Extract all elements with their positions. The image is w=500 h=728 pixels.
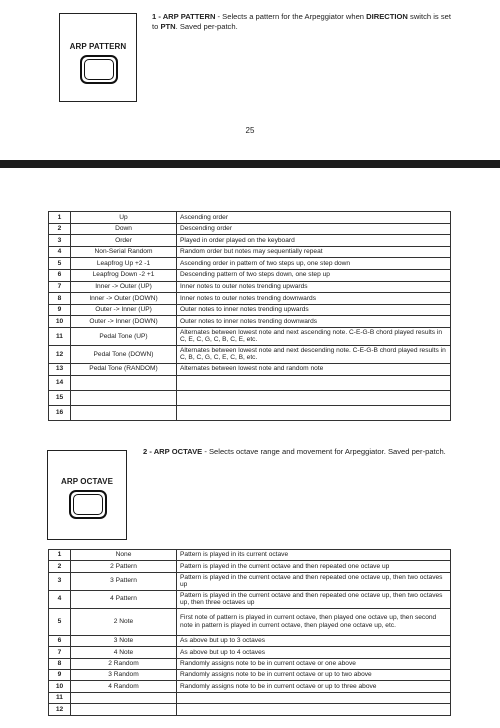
table-row [49,692,451,703]
row-description: Descending pattern of two steps down, one step up [177,269,451,281]
row-number: 1 [49,550,71,561]
row-number: 5 [49,608,71,635]
table-row [49,293,451,305]
row-number: 8 [49,658,71,669]
row-description [177,704,451,715]
row-number: 10 [49,316,71,328]
row-name: 4 Note [71,647,177,658]
table-row [49,235,451,247]
row-number: 3 [49,235,71,247]
table-row [49,316,451,328]
table-row [49,658,451,669]
row-name: 2 Note [71,608,177,635]
row-number: 4 [49,246,71,258]
row-number: 2 [49,561,71,572]
row-number: 7 [49,647,71,658]
row-description: Pattern is played in its current octave [177,550,451,561]
row-description: Pattern is played in the current octave and then repeated one octave up, then two octaves up, then three octaves up [177,590,451,608]
row-description: Outer notes to inner notes trending upwards [177,304,451,316]
row-name: None [71,550,177,561]
row-name [71,405,177,420]
row-name: Non-Serial Random [71,246,177,258]
row-description: Ascending order in pattern of two steps up, one step down [177,258,451,270]
table-row [49,390,451,405]
table-row [49,258,451,270]
row-number: 6 [49,269,71,281]
row-number: 10 [49,681,71,692]
table-row [49,572,451,590]
arp-pattern-button[interactable] [80,55,118,84]
row-description: Pattern is played in the current octave and then repeated one octave up [177,561,451,572]
row-description: Alternates between lowest note and random note [177,363,451,375]
row-number: 12 [49,345,71,363]
row-name [71,704,177,715]
arp-pattern-panel-label: ARP PATTERN [69,42,127,51]
row-number: 9 [49,669,71,680]
row-number: 13 [49,363,71,375]
row-name: 3 Random [71,669,177,680]
table-row [49,647,451,658]
table-row [49,327,451,345]
table-row [49,608,451,635]
row-description: As above but up to 4 octaves [177,647,451,658]
row-name: Pedal Tone (UP) [71,327,177,345]
table-row [49,561,451,572]
row-description: Alternates between lowest note and next descending note. C-E-G-B chord played results in C, B, C, G, C, E, C, B, etc. [177,345,451,363]
table-row [49,269,451,281]
table-row [49,704,451,715]
row-description: Inner notes to outer notes trending downwards [177,293,451,305]
row-name: 2 Pattern [71,561,177,572]
row-number: 12 [49,704,71,715]
row-number: 3 [49,572,71,590]
row-description [177,390,451,405]
arp-pattern-table [48,211,451,421]
page-divider [0,160,500,168]
row-description: Played in order played on the keyboard [177,235,451,247]
row-description: Ascending order [177,212,451,224]
row-name [71,692,177,703]
page-number: 25 [245,126,255,135]
row-description: Inner notes to outer notes trending upwards [177,281,451,293]
arp-pattern-panel [59,13,137,102]
row-number: 8 [49,293,71,305]
row-description: Outer notes to inner notes trending downwards [177,316,451,328]
row-number: 1 [49,212,71,224]
row-name: Leapfrog Up +2 -1 [71,258,177,270]
table-row [49,246,451,258]
row-number: 16 [49,405,71,420]
arp-octave-description: 2 - ARP OCTAVE - Selects octave range and movement for Arpeggiator. Saved per-patch. [143,447,446,456]
row-name: Outer -> Inner (DOWN) [71,316,177,328]
arp-octave-heading: 2 - ARP OCTAVE [143,447,203,456]
arp-octave-table [48,549,451,716]
row-number: 7 [49,281,71,293]
table-row [49,681,451,692]
table-row [49,590,451,608]
row-description [177,375,451,390]
arp-octave-panel-label: ARP OCTAVE [60,477,114,486]
row-description: Randomly assigns note to be in current octave or up to three above [177,681,451,692]
row-name [71,390,177,405]
row-name: Inner -> Outer (UP) [71,281,177,293]
row-name: Outer -> Inner (UP) [71,304,177,316]
row-name: 3 Note [71,635,177,646]
table-row [49,375,451,390]
row-name: Order [71,235,177,247]
table-row [49,223,451,235]
row-name: Pedal Tone (DOWN) [71,345,177,363]
table-row [49,212,451,224]
row-description: Pattern is played in the current octave and then repeated one octave up, then two octaves up [177,572,451,590]
row-number: 5 [49,258,71,270]
row-name: Up [71,212,177,224]
row-number: 11 [49,692,71,703]
row-description: Randomly assigns note to be in current octave or one above [177,658,451,669]
table-row [49,345,451,363]
table-row [49,405,451,420]
row-name: 4 Random [71,681,177,692]
row-name: Leapfrog Down -2 +1 [71,269,177,281]
row-name: Pedal Tone (RANDOM) [71,363,177,375]
row-name [71,375,177,390]
table-row [49,669,451,680]
row-description: Alternates between lowest note and next ascending note. C-E-G-B chord played results in C, E, C, G, C, B, C, E, etc. [177,327,451,345]
row-name: 3 Pattern [71,572,177,590]
row-number: 6 [49,635,71,646]
row-name: Inner -> Outer (DOWN) [71,293,177,305]
row-description: Descending order [177,223,451,235]
arp-octave-panel [47,450,127,540]
row-description: Randomly assigns note to be in current octave or up to two above [177,669,451,680]
row-description: Random order but notes may sequentially repeat [177,246,451,258]
table-row [49,635,451,646]
table-row [49,304,451,316]
row-name: 2 Random [71,658,177,669]
arp-pattern-heading: 1 - ARP PATTERN [152,12,216,21]
row-number: 2 [49,223,71,235]
row-number: 4 [49,590,71,608]
row-number: 9 [49,304,71,316]
arp-octave-button[interactable] [69,490,107,519]
row-description [177,405,451,420]
arp-pattern-description: 1 - ARP PATTERN - Selects a pattern for the Arpeggiator when DIRECTION switch is set to PTN. Saved per-patch. [152,12,451,31]
row-description: As above but up to 3 octaves [177,635,451,646]
table-row [49,281,451,293]
table-row [49,363,451,375]
row-number: 15 [49,390,71,405]
row-number: 11 [49,327,71,345]
table-row [49,550,451,561]
row-number: 14 [49,375,71,390]
row-description [177,692,451,703]
row-name: Down [71,223,177,235]
row-description: First note of pattern is played in current octave, then played one octave up, then second note in pattern is played in current octave, then played one octave up, etc. [177,608,451,635]
row-name: 4 Pattern [71,590,177,608]
